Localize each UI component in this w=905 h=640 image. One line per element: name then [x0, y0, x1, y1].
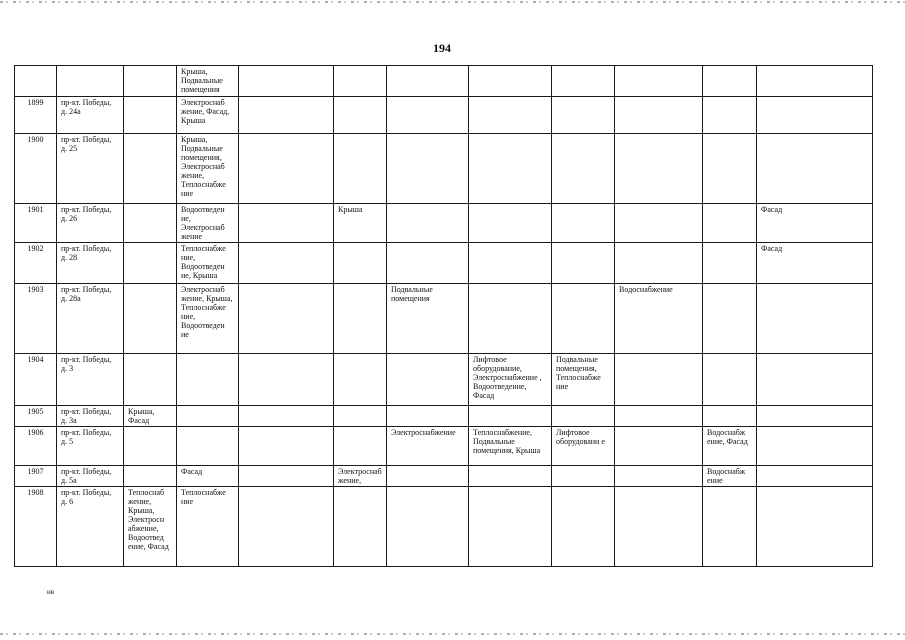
table-cell: Теплоснабжение, Подвальные помещения, Крыша — [469, 427, 552, 466]
page-number: 194 — [433, 41, 451, 55]
table-cell — [334, 406, 387, 427]
table-cell — [387, 97, 469, 134]
table-cell: Крыша, Фасад — [124, 406, 177, 427]
table-cell — [239, 66, 334, 97]
address-cell: пр-кт. Победы, д. 28 — [57, 243, 124, 284]
table-row — [15, 66, 873, 97]
table-cell — [703, 354, 757, 406]
table-cell — [177, 427, 239, 466]
table-cell — [387, 354, 469, 406]
row-number-cell: 1902 — [15, 243, 57, 284]
table-cell: Подвальные помещения, Теплоснабже ние — [552, 354, 615, 406]
table-cell: Электроснаб жение, Крыша, Теплоснабже ние, Водоотведен ие — [177, 284, 239, 354]
address-cell: пр-кт. Победы, д. 26 — [57, 204, 124, 243]
address-cell: пр-кт. Победы, д. 3 — [57, 354, 124, 406]
table-cell — [757, 354, 873, 406]
table-cell — [387, 66, 469, 97]
table-cell — [239, 204, 334, 243]
table-row — [15, 97, 873, 134]
table-cell: Теплоснабже ние, Водоотведен ие, Крыша — [177, 243, 239, 284]
table-cell — [387, 487, 469, 567]
table-cell — [552, 66, 615, 97]
table-cell — [334, 284, 387, 354]
table-cell — [703, 284, 757, 354]
row-number-cell: 1905 — [15, 406, 57, 427]
table-cell — [387, 134, 469, 204]
table-cell — [615, 243, 703, 284]
table-cell — [469, 204, 552, 243]
table-cell: Водоснабжение — [615, 284, 703, 354]
table-cell — [124, 243, 177, 284]
table-cell — [124, 134, 177, 204]
works-table — [14, 65, 873, 567]
row-number-cell: 1903 — [15, 284, 57, 354]
table-row — [15, 284, 873, 354]
row-number-cell: 1908 — [15, 487, 57, 567]
address-cell: пр-кт. Победы, д. 5 — [57, 427, 124, 466]
table-cell — [703, 66, 757, 97]
table-cell — [757, 466, 873, 487]
table-cell — [177, 406, 239, 427]
table-cell — [334, 243, 387, 284]
table-cell — [124, 466, 177, 487]
table-cell — [124, 66, 177, 97]
table-cell — [703, 97, 757, 134]
table-cell — [469, 97, 552, 134]
table-cell: Водоснабж ение, Фасад — [703, 427, 757, 466]
table-cell: Крыша — [334, 204, 387, 243]
table-cell — [334, 354, 387, 406]
address-cell: пр-кт. Победы, д. 24а — [57, 97, 124, 134]
table-cell — [757, 134, 873, 204]
table-row — [15, 427, 873, 466]
table-cell — [239, 97, 334, 134]
table-cell — [124, 427, 177, 466]
table-cell: Фасад — [757, 204, 873, 243]
table-cell — [552, 487, 615, 567]
table-cell — [757, 406, 873, 427]
table-cell — [615, 427, 703, 466]
table-cell — [703, 487, 757, 567]
table-row — [15, 354, 873, 406]
table-cell — [552, 97, 615, 134]
table-cell — [387, 466, 469, 487]
table-cell — [387, 204, 469, 243]
table-cell — [615, 354, 703, 406]
table-row — [15, 204, 873, 243]
table-cell — [239, 243, 334, 284]
table-cell — [469, 134, 552, 204]
table-cell — [552, 204, 615, 243]
table-cell — [757, 427, 873, 466]
table-cell: Электроснабжение, — [334, 466, 387, 487]
table-cell — [703, 406, 757, 427]
table-cell — [469, 487, 552, 567]
scan-edge-top — [0, 1, 905, 3]
table-cell: Лифтовое оборудование, Электроснабжение , Водоотведение, Фасад — [469, 354, 552, 406]
table-cell — [334, 134, 387, 204]
table-cell: Крыша, Подвальные помещения, Электроснаб жение, Теплоснабже ние — [177, 134, 239, 204]
table-cell — [469, 66, 552, 97]
table-cell: Электроснаб жение, Фасад, Крыша — [177, 97, 239, 134]
table-cell — [387, 406, 469, 427]
table-cell — [552, 243, 615, 284]
table-cell — [703, 134, 757, 204]
row-number-cell: 1899 — [15, 97, 57, 134]
table-cell — [757, 66, 873, 97]
table-cell — [239, 354, 334, 406]
table-cell — [334, 427, 387, 466]
table-cell — [239, 466, 334, 487]
table-cell — [552, 134, 615, 204]
table-cell — [615, 134, 703, 204]
address-cell: пр-кт. Победы, д. 28а — [57, 284, 124, 354]
table-cell: Лифтовое оборудовани е — [552, 427, 615, 466]
table-cell — [615, 466, 703, 487]
table-cell: Фасад — [757, 243, 873, 284]
table-cell — [469, 243, 552, 284]
table-cell — [239, 427, 334, 466]
table-cell — [552, 406, 615, 427]
table-cell — [239, 134, 334, 204]
table-cell — [387, 243, 469, 284]
table-cell: Водоотведен ие, Электроснаб жение — [177, 204, 239, 243]
table-cell — [124, 284, 177, 354]
table-row — [15, 487, 873, 567]
table-cell — [469, 284, 552, 354]
table-cell — [757, 97, 873, 134]
table-cell — [552, 284, 615, 354]
table-cell — [615, 406, 703, 427]
table-cell: Крыша, Подвальные помещения — [177, 66, 239, 97]
row-number-cell — [15, 66, 57, 97]
table-cell: Фасад — [177, 466, 239, 487]
table-cell — [239, 284, 334, 354]
footer-mark: нв — [47, 588, 55, 596]
table-cell — [239, 406, 334, 427]
scan-edge-bottom — [0, 633, 905, 635]
table-cell: Теплоснаб жение, Крыша, Электросн абжение, Водоотвед ение, Фасад — [124, 487, 177, 567]
table-row — [15, 134, 873, 204]
row-number-cell: 1901 — [15, 204, 57, 243]
table-cell — [615, 204, 703, 243]
table-row — [15, 466, 873, 487]
row-number-cell: 1904 — [15, 354, 57, 406]
table-cell — [552, 466, 615, 487]
table-cell — [334, 66, 387, 97]
row-number-cell: 1907 — [15, 466, 57, 487]
address-cell: пр-кт. Победы, д. 5а — [57, 466, 124, 487]
table-cell — [124, 354, 177, 406]
address-cell: пр-кт. Победы, д. 25 — [57, 134, 124, 204]
table-cell — [469, 406, 552, 427]
table-cell — [124, 204, 177, 243]
table-cell — [334, 97, 387, 134]
table-cell: Подвальные помещения — [387, 284, 469, 354]
table-cell — [615, 97, 703, 134]
table-cell — [703, 243, 757, 284]
table-cell — [757, 487, 873, 567]
table-cell — [334, 487, 387, 567]
table-cell — [703, 204, 757, 243]
table-cell — [615, 66, 703, 97]
row-number-cell: 1906 — [15, 427, 57, 466]
table-cell — [124, 97, 177, 134]
table-cell — [177, 354, 239, 406]
table-cell: Водоснабж ение — [703, 466, 757, 487]
table-cell — [469, 466, 552, 487]
table-row — [15, 243, 873, 284]
table-cell — [757, 284, 873, 354]
table-cell: Электроснабжение — [387, 427, 469, 466]
table-cell — [239, 487, 334, 567]
address-cell — [57, 66, 124, 97]
table-cell — [615, 487, 703, 567]
table-cell: Теплоснабже ние — [177, 487, 239, 567]
address-cell: пр-кт. Победы, д. 3а — [57, 406, 124, 427]
table-row — [15, 406, 873, 427]
address-cell: пр-кт. Победы, д. 6 — [57, 487, 124, 567]
row-number-cell: 1900 — [15, 134, 57, 204]
